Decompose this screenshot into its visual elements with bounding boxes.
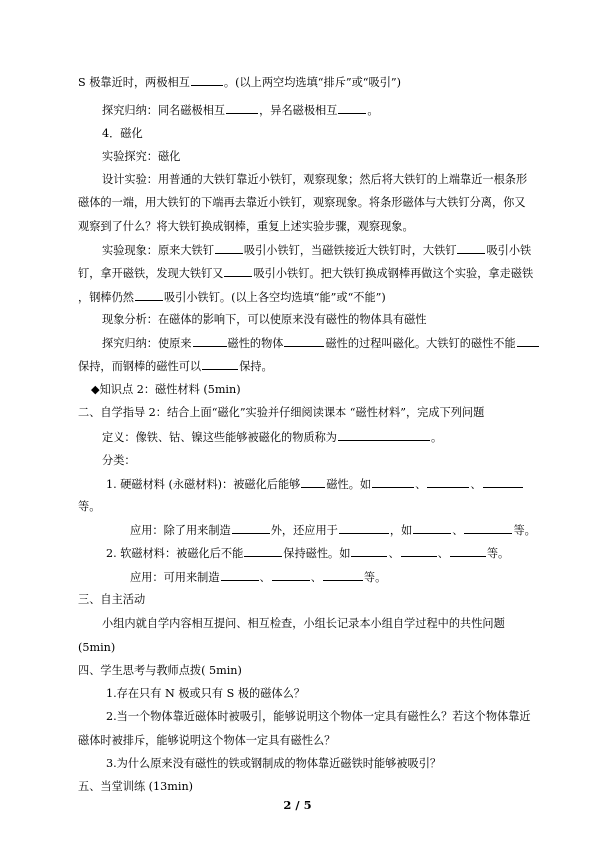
text-line bbox=[130, 569, 386, 586]
text-line bbox=[78, 358, 273, 375]
text-segment: 2.当一个物体靠近磁体时被吸引，能够说明这个物体一定具有磁性么？若这个物体靠近 bbox=[106, 710, 531, 723]
text-line bbox=[130, 522, 536, 539]
text-segment: 1.存在只有 N 极或只有 S 极的磁体么？ bbox=[106, 687, 305, 700]
text-segment: 等。 bbox=[78, 500, 101, 513]
text-segment: 等。 bbox=[486, 547, 510, 560]
question-item bbox=[106, 756, 441, 772]
text-segment: 、 bbox=[388, 547, 400, 560]
text-segment: 保持，而钢棒的磁性可以 bbox=[78, 360, 202, 373]
text-line bbox=[78, 74, 401, 91]
text-segment: 。 bbox=[430, 431, 443, 444]
text-line bbox=[78, 499, 100, 515]
text-segment: 保持磁性。如 bbox=[283, 547, 351, 560]
text-segment: 保持。 bbox=[239, 360, 273, 373]
blank bbox=[191, 74, 223, 86]
blank bbox=[232, 522, 270, 534]
text-segment: 吸引小铁钉。(以上各空均选填“能”或“不能”) bbox=[163, 291, 386, 304]
blank bbox=[221, 569, 259, 581]
blank bbox=[338, 429, 430, 441]
text-segment: 四、学生思考与教师点拨( 5min) bbox=[78, 664, 242, 677]
blank bbox=[351, 545, 387, 557]
blank bbox=[215, 242, 243, 254]
text-line bbox=[102, 172, 527, 188]
question-item bbox=[106, 709, 531, 725]
text-line bbox=[102, 149, 180, 165]
list-item bbox=[106, 545, 509, 562]
text-segment: 分类： bbox=[102, 454, 136, 467]
text-segment: ◆知识点 2：磁性材料 (5min) bbox=[91, 383, 241, 396]
blank bbox=[339, 522, 389, 534]
text-segment: 探究归纳：使原来 bbox=[102, 337, 192, 350]
text-segment: 磁性的过程叫磁化。大铁钉的磁性不能 bbox=[325, 337, 516, 350]
blank bbox=[338, 102, 366, 114]
text-segment: 等。 bbox=[363, 571, 387, 584]
text-segment: ，异名磁极相互 bbox=[259, 104, 338, 117]
blank bbox=[323, 569, 363, 581]
text-line bbox=[78, 195, 526, 211]
text-segment: 1. 硬磁材料 (永磁材料)：被磁化后能够 bbox=[106, 478, 301, 491]
blank bbox=[272, 569, 310, 581]
text-segment: 4．磁化 bbox=[102, 127, 143, 140]
text-segment: ，如 bbox=[389, 524, 413, 537]
text-line bbox=[102, 335, 540, 352]
text-segment: 应用：除了用来制造 bbox=[130, 524, 231, 537]
text-line bbox=[78, 289, 386, 306]
text-line bbox=[78, 265, 533, 282]
text-line bbox=[102, 102, 379, 119]
page-number: 2 / 5 bbox=[283, 798, 312, 812]
text-segment: 二、自学指导 2：结合上面“磁化”实验并仔细阅读课本 “磁性材料”，完成下列问题 bbox=[78, 406, 485, 419]
text-line bbox=[78, 640, 115, 656]
text-line bbox=[78, 219, 414, 235]
blank bbox=[135, 289, 163, 301]
list-item bbox=[106, 476, 524, 493]
blank bbox=[450, 545, 486, 557]
section-heading bbox=[78, 592, 145, 608]
text-segment: (5min) bbox=[78, 641, 116, 654]
text-line bbox=[102, 453, 136, 469]
blank bbox=[483, 476, 523, 488]
text-segment: 。 bbox=[367, 104, 379, 117]
text-segment: 现象分析：在磁体的影响下，可以使原来没有磁性的物体具有磁性 bbox=[102, 313, 427, 326]
blank bbox=[464, 522, 512, 534]
text-segment: 等。 bbox=[513, 524, 536, 537]
knowledge-point-heading bbox=[91, 382, 241, 398]
section-heading bbox=[102, 126, 143, 142]
text-segment: 五、当堂训练 (13min) bbox=[78, 780, 194, 793]
text-segment: 定义：像铁、钴、镍这些能够被磁化的物质称为 bbox=[102, 431, 337, 444]
blank bbox=[301, 476, 325, 488]
text-segment: 、 bbox=[470, 478, 482, 491]
text-line bbox=[78, 733, 335, 749]
blank bbox=[372, 476, 414, 488]
blank bbox=[193, 335, 227, 347]
section-heading bbox=[78, 663, 242, 679]
blank bbox=[226, 102, 258, 114]
text-segment: 3.为什么原来没有磁性的铁或钢制成的物体靠近磁铁时能够被吸引？ bbox=[106, 757, 442, 770]
blank bbox=[413, 522, 451, 534]
text-line bbox=[102, 616, 505, 632]
question-item bbox=[106, 686, 305, 702]
text-segment: 、 bbox=[259, 571, 271, 584]
blank bbox=[457, 242, 485, 254]
text-segment: 2. 软磁材料：被磁化后不能 bbox=[106, 547, 244, 560]
text-segment: 设计实验：用普通的大铁钉靠近小铁钉，观察现象；然后将大铁钉的上端靠近一根条形 bbox=[102, 173, 528, 186]
text-segment: 、 bbox=[437, 547, 449, 560]
text-segment: 、 bbox=[310, 571, 322, 584]
text-segment: 磁体时被排斥，能够说明这个物体一定具有磁性么？ bbox=[78, 734, 336, 747]
text-segment: 探究归纳：同名磁极相互 bbox=[102, 104, 226, 117]
blank bbox=[244, 545, 282, 557]
blank bbox=[427, 476, 469, 488]
section-heading bbox=[78, 405, 484, 421]
text-segment: 应用：可用来制造 bbox=[130, 571, 220, 584]
blank bbox=[202, 358, 238, 370]
text-segment: 、 bbox=[452, 524, 464, 537]
text-segment: 磁性的物体 bbox=[227, 337, 284, 350]
text-segment: 吸引小铁 bbox=[486, 244, 532, 257]
text-segment: 磁体的一端，用大铁钉的下端再去靠近小铁钉，观察现象。将条形磁体与大铁钉分离，你又 bbox=[78, 196, 526, 209]
text-segment: 钉，拿开磁铁，发现大铁钉又 bbox=[78, 267, 224, 280]
blank bbox=[401, 545, 437, 557]
text-segment: 吸引小铁钉，当磁铁接近大铁钉时，大铁钉 bbox=[243, 244, 457, 257]
blank bbox=[224, 265, 252, 277]
text-segment: S 极靠近时，两极相互 bbox=[78, 76, 190, 89]
text-line bbox=[102, 429, 442, 446]
text-segment: 、 bbox=[415, 478, 427, 491]
section-heading bbox=[78, 779, 193, 795]
blank bbox=[517, 335, 539, 347]
text-segment: 吸引小铁钉。把大铁钉换成钢棒再做这个实验，拿走磁铁 bbox=[253, 267, 534, 280]
text-segment: 磁性。如 bbox=[326, 478, 372, 491]
text-segment: 外，还应用于 bbox=[270, 524, 338, 537]
text-segment: 小组内就自学内容相互提问、相互检查，小组长记录本小组自学过程中的共性问题 bbox=[102, 617, 505, 630]
text-segment: ，钢棒仍然 bbox=[78, 291, 134, 304]
text-line bbox=[102, 312, 426, 328]
text-segment: 观察到了什么？将大铁钉换成钢棒，重复上述实验步骤，观察现象。 bbox=[78, 220, 414, 233]
text-segment: 实验现象：原来大铁钉 bbox=[102, 244, 214, 257]
text-segment: 。(以上两空均选填“排斥”或“吸引”) bbox=[223, 76, 401, 89]
text-segment: 三、自主活动 bbox=[78, 593, 146, 606]
blank bbox=[284, 335, 324, 347]
text-line bbox=[102, 242, 531, 259]
text-segment: 实验探究：磁化 bbox=[102, 150, 181, 163]
